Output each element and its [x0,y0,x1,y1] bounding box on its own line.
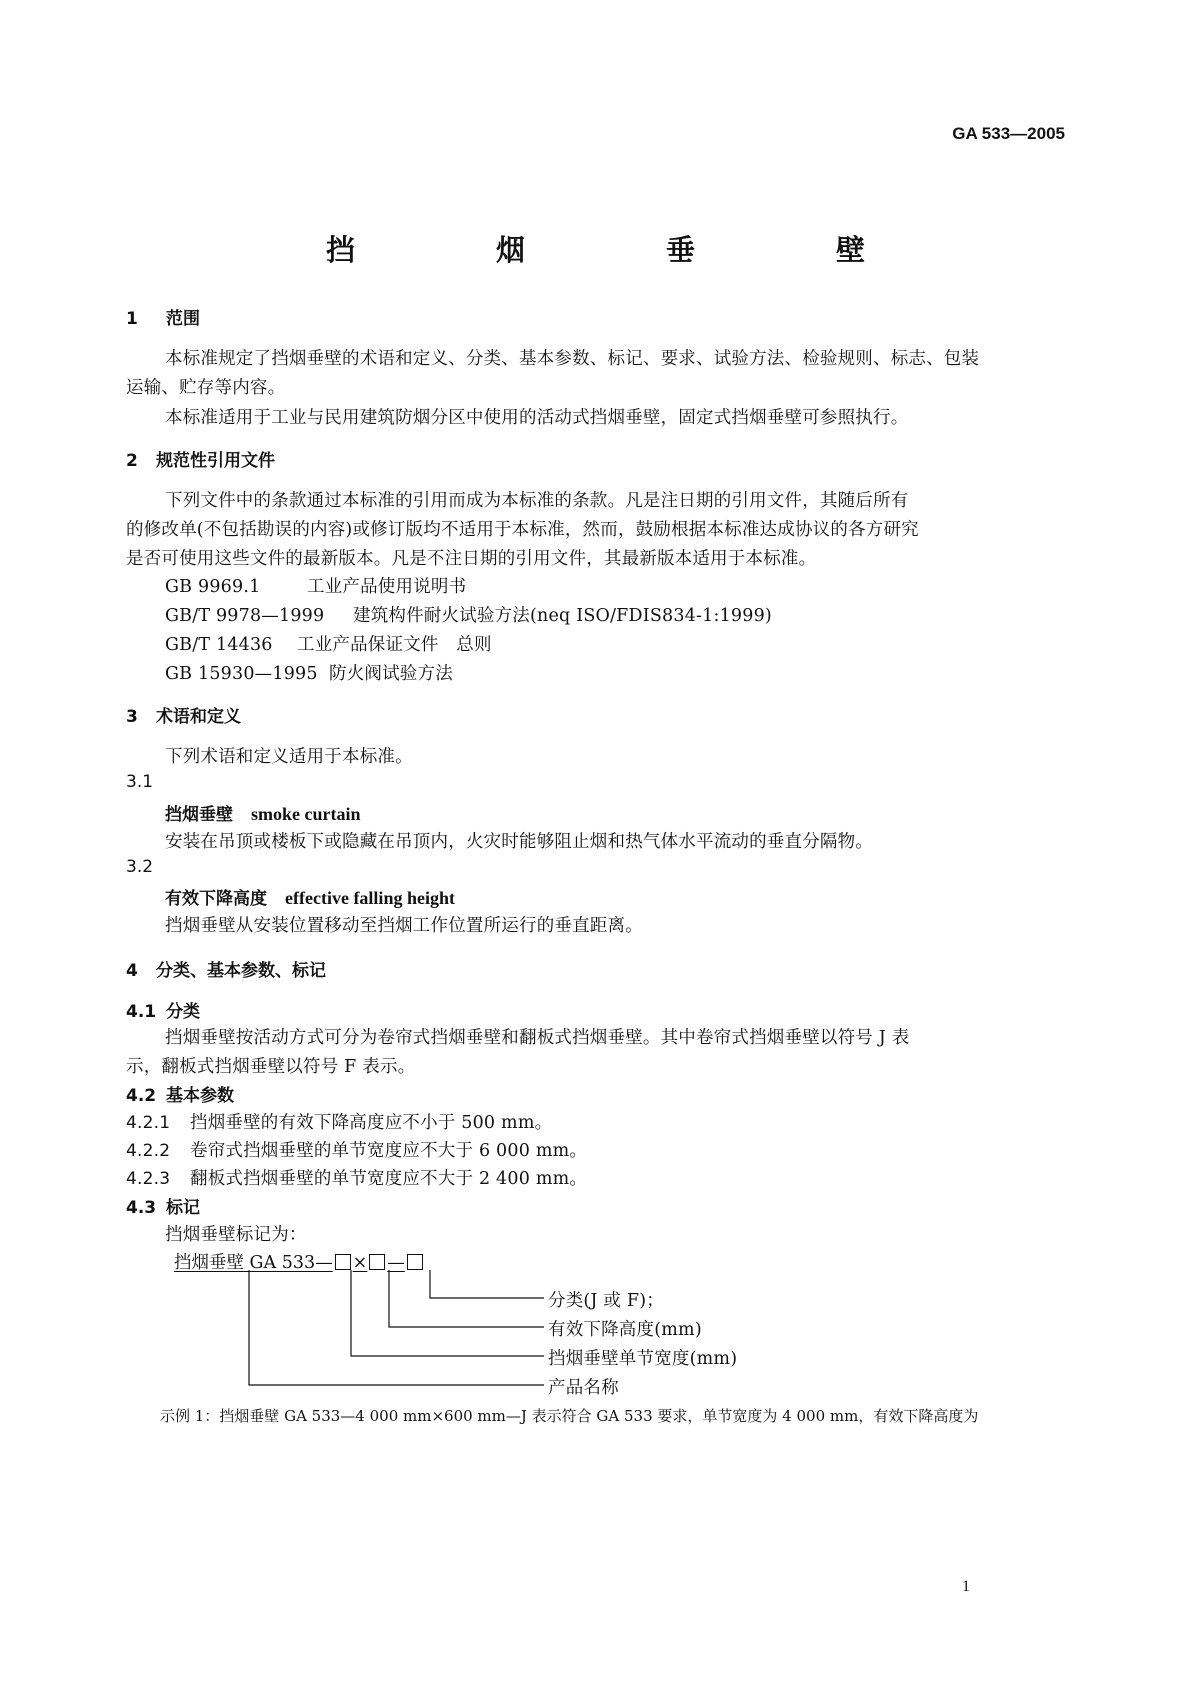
subsection-number: 4.3 [126,1198,157,1218]
section-number: 1 [126,309,138,329]
clause-text: 翻板式挡烟垂壁的单节宽度应不大于 2 400 mm。 [190,1169,588,1189]
subsection-title: 分类 [166,1002,200,1022]
paragraph: 的修改单(不包括勘误的内容)或修订版均不适用于本标准，然而，鼓励根据本标准达成协议的各方研究 [126,520,919,540]
clause-number: 4.2.2 [126,1141,171,1161]
paragraph: 本标准规定了挡烟垂壁的术语和定义、分类、基本参数、标记、要求、试验方法、检验规则、标志、包装 [165,349,980,369]
paragraph: 运输、贮存等内容。 [126,378,286,398]
term-en: effective falling height [285,888,455,908]
page-title: 挡 烟 垂 壁 [325,233,921,267]
clause-text: 卷帘式挡烟垂壁的单节宽度应不大于 6 000 mm。 [190,1141,588,1161]
times-sign: × [352,1253,368,1273]
page-number: 1 [962,1578,970,1595]
section-title: 术语和定义 [156,707,241,727]
reference-code: GB 15930—1995 [165,664,318,684]
example-note: 示例 1：挡烟垂壁 GA 533—4 000 mm×600 mm—J 表示符合 GA 533 要求，单节宽度为 4 000 mm，有效下降高度为 [160,1407,979,1425]
term-number: 3.2 [126,857,154,877]
marking-label-height: 有效下降高度(mm) [548,1320,702,1340]
paragraph: 下列术语和定义适用于本标准。 [165,747,413,767]
term-cn: 挡烟垂壁 [165,805,233,825]
marking-label-product: 产品名称 [548,1378,619,1398]
term-definition: 挡烟垂壁从安装位置移动至挡烟工作位置所运行的垂直距离。 [165,916,643,936]
marking-label-width: 挡烟垂壁单节宽度(mm) [548,1349,738,1369]
clause-text: 挡烟垂壁的有效下降高度应不小于 500 mm。 [190,1113,553,1133]
dash-sign: — [387,1253,405,1273]
reference-title: 防火阀试验方法 [329,664,453,684]
marking-product-code: 挡烟垂壁 GA 533— [174,1253,333,1273]
paragraph: 示，翻板式挡烟垂壁以符号 F 表示。 [126,1057,416,1077]
reference-code: GB/T 14436 [165,635,273,655]
reference-title: 建筑构件耐火试验方法(neq ISO/FDIS834-1:1999) [353,606,772,626]
section-number: 2 [126,451,138,471]
reference-code: GB/T 9978—1999 [165,606,325,626]
leader-line-type [430,1270,544,1298]
section-number: 3 [126,707,138,727]
clause-number: 4.2.3 [126,1169,171,1189]
term-number: 3.1 [126,772,154,792]
subsection-title: 基本参数 [166,1086,234,1106]
subsection-title: 标记 [166,1198,200,1218]
paragraph: 本标准适用于工业与民用建筑防烟分区中使用的活动式挡烟垂壁，固定式挡烟垂壁可参照执行。 [165,408,909,428]
section-title: 分类、基本参数、标记 [156,961,326,981]
reference-title: 工业产品使用说明书 [307,577,467,597]
reference-code: GB 9969.1 [165,577,261,597]
doc-code: GA 533—2005 [952,124,1065,143]
term-cn: 有效下降高度 [165,889,267,909]
marking-intro: 挡烟垂壁标记为： [165,1225,307,1245]
paragraph: 是否可使用这些文件的最新版本。凡是不注日期的引用文件，其最新版本适用于本标准。 [126,549,817,569]
clause-number: 4.2.1 [126,1113,171,1133]
paragraph: 挡烟垂壁按活动方式可分为卷帘式挡烟垂壁和翻板式挡烟垂壁。其中卷帘式挡烟垂壁以符号 J 表 [165,1028,910,1048]
reference-title: 工业产品保证文件 总则 [297,635,492,655]
paragraph: 下列文件中的条款通过本标准的引用而成为本标准的条款。凡是注日期的引用文件，其随后所有 [165,491,909,511]
term-definition: 安装在吊顶或楼板下或隐藏在吊顶内，火灾时能够阻止烟和热气体水平流动的垂直分隔物。 [165,832,873,852]
term-en: smoke curtain [251,804,361,824]
marking-label-type: 分类(J 或 F)； [548,1291,664,1311]
section-number: 4 [126,961,138,981]
leader-line-width [351,1270,544,1356]
subsection-number: 4.2 [126,1086,157,1106]
subsection-number: 4.1 [126,1002,157,1022]
section-title: 规范性引用文件 [156,451,275,471]
section-title: 范围 [166,309,200,329]
